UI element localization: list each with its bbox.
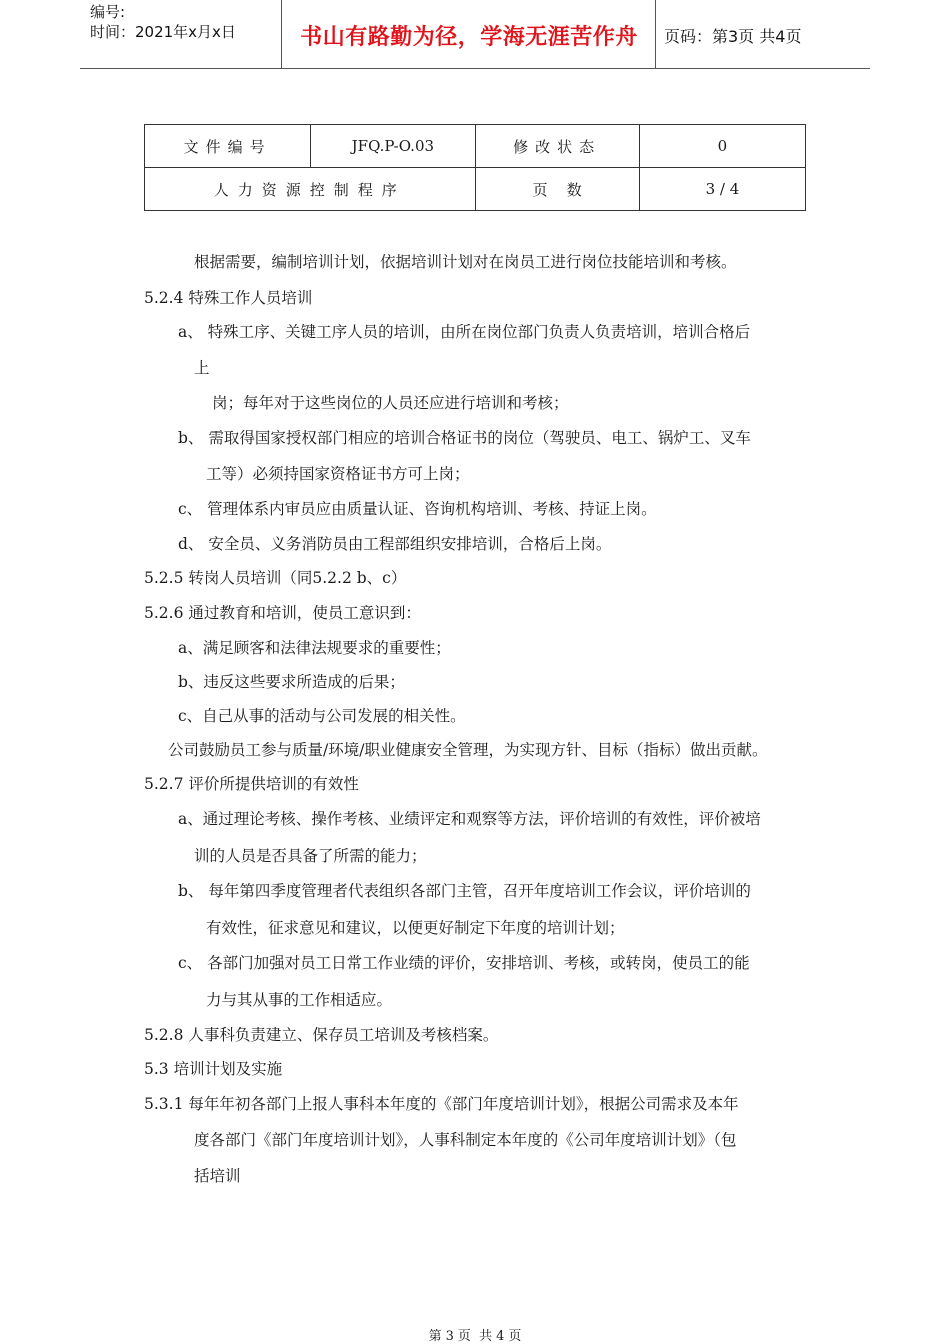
doc-date-label: 时间：2021年x月x日: [90, 23, 236, 41]
header-divider: [655, 0, 656, 68]
paragraph-line: 力与其从事的工作相适应。: [206, 991, 393, 1009]
page-footer: [0, 1325, 950, 1344]
footer-prefix: 第: [428, 1329, 442, 1344]
list-item: a、 特殊工序、关键工序人员的培训，由所在岗位部门负责人负责培训，培训合格后: [178, 323, 751, 341]
pages-value: 3 / 4: [639, 168, 805, 211]
list-item: b、 每年第四季度管理者代表组织各部门主管，召开年度培训工作会议，评价培训的: [178, 882, 751, 900]
list-item: c、 管理体系内审员应由质量认证、咨询机构培训、考核、持证上岗。: [178, 500, 657, 518]
footer-total-pages: 4: [496, 1329, 505, 1344]
paragraph-line: 工等）必须持国家资格证书方可上岗；: [206, 465, 470, 483]
doc-no-value: JFQ.P-O.03: [311, 125, 475, 168]
paragraph-line: 根据需要，编制培训计划，依据培训计划对在岗员工进行岗位技能培训和考核。: [194, 253, 737, 271]
paragraph-line: 训的人员是否具备了所需的能力；: [194, 847, 427, 865]
procedure-title: 人力资源控制程序: [145, 168, 476, 211]
document-meta-table: [144, 124, 806, 211]
header-page-label: 页码：第3页 共4页: [664, 27, 802, 46]
list-item: d、 安全员、义务消防员由工程部组织安排培训，合格后上岗。: [178, 535, 612, 553]
pages-label: 页 数: [475, 168, 639, 211]
paragraph-line: 上: [194, 359, 210, 377]
section-heading: 5.2.7 评价所提供培训的有效性: [144, 775, 359, 793]
paragraph-line: 括培训: [194, 1167, 241, 1185]
paragraph-line: 有效性，征求意见和建议，以便更好制定下年度的培训计划；: [206, 919, 625, 937]
paragraph-line: 度各部门《部门年度培训计划》，人事科制定本年度的《公司年度培训计划》（包: [194, 1131, 737, 1149]
revision-label: 修改状态: [475, 125, 639, 168]
footer-suffix: 页: [508, 1329, 522, 1344]
list-item: a、满足顾客和法律法规要求的重要性；: [178, 639, 451, 657]
paragraph-line: 岗；每年对于这些岗位的人员还应进行培训和考核；: [212, 394, 569, 412]
section-heading: 5.2.8 人事科负责建立、保存员工培训及考核档案。: [144, 1026, 499, 1044]
list-item: b、 需取得国家授权部门相应的培训合格证书的岗位（驾驶员、电工、锅炉工、叉车: [178, 429, 751, 447]
list-item: a、通过理论考核、操作考核、业绩评定和观察等方法，评价培训的有效性，评价被培: [178, 810, 761, 828]
doc-number-label: 编号:: [90, 3, 126, 21]
paragraph-line: 公司鼓励员工参与质量/环境/职业健康安全管理，为实现方针、目标（指标）做出贡献。: [168, 741, 768, 759]
section-heading: 5.2.6 通过教育和培训，使员工意识到：: [144, 604, 421, 622]
list-item: c、 各部门加强对员工日常工作业绩的评价，安排培训、考核，或转岗，使员工的能: [178, 954, 750, 972]
list-item: c、自己从事的活动与公司发展的相关性。: [178, 707, 466, 725]
header-info: [90, 2, 236, 42]
list-item: b、违反这些要求所造成的后果；: [178, 673, 405, 691]
page-header: [80, 0, 870, 69]
section-heading: 5.2.4 特殊工作人员培训: [144, 289, 313, 307]
section-heading: 5.2.5 转岗人员培训（同5.2.2 b、c）: [144, 569, 407, 587]
header-motto: 书山有路勤为径，学海无涯苦作舟: [300, 25, 638, 50]
revision-value: 0: [639, 125, 805, 168]
footer-mid: 页 共: [457, 1329, 493, 1344]
doc-no-label: 文件编号: [145, 125, 311, 168]
section-heading: 5.3 培训计划及实施: [144, 1060, 283, 1078]
section-heading: 5.3.1 每年年初各部门上报人事科本年度的《部门年度培训计划》，根据公司需求及本年: [144, 1095, 739, 1113]
footer-page-number: 3: [445, 1329, 454, 1344]
